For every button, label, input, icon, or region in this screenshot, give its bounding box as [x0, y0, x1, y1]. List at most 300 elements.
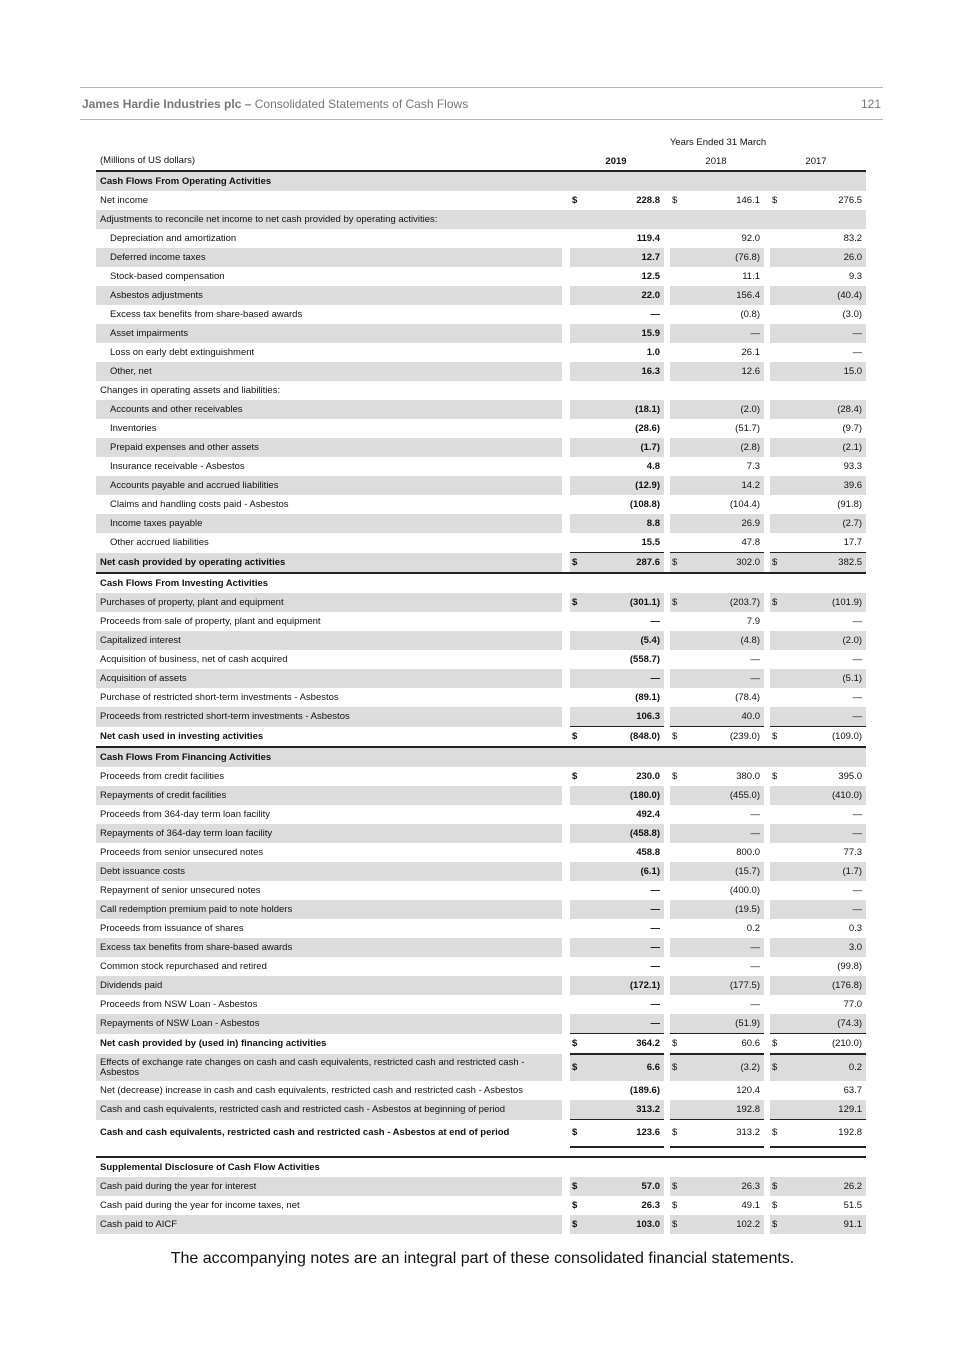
row-label: Purchases of property, plant and equipment — [96, 593, 562, 612]
currency-symbol — [670, 707, 684, 727]
section-header-row — [96, 747, 866, 767]
currency-symbol: $ — [670, 1034, 684, 1055]
value-2017: — — [852, 347, 863, 358]
value-2017: 382.5 — [784, 553, 866, 574]
value-2018: (4.8) — [684, 631, 764, 650]
value-2018: (0.8) — [740, 309, 760, 320]
value-2019: (189.6) — [629, 1085, 660, 1096]
value-2018: (2.8) — [684, 438, 764, 457]
value-2018: 7.3 — [746, 461, 760, 472]
currency-symbol — [770, 631, 784, 650]
value-2019: — — [650, 885, 660, 896]
value-2017: (9.7) — [842, 423, 863, 434]
row-label: Net cash provided by (used in) financing activities — [100, 1038, 327, 1050]
row-label: Effects of exchange rate changes on cash and cash equivalents, restricted cash and restricted cash - Asbestos — [96, 1054, 562, 1081]
value-2019: 230.0 — [636, 771, 660, 782]
year-header-2017: 2017 — [805, 156, 827, 167]
table-row — [96, 343, 866, 362]
value-2019: 123.6 — [584, 1120, 664, 1148]
document-title: Consolidated Statements of Cash Flows — [254, 97, 469, 111]
currency-symbol — [670, 612, 684, 631]
currency-symbol: $ — [770, 1177, 784, 1196]
currency-symbol — [670, 324, 684, 343]
currency-symbol — [570, 707, 584, 727]
value-2019: (301.1) — [584, 593, 664, 612]
currency-symbol: $ — [672, 1200, 678, 1211]
currency-symbol: $ — [670, 553, 684, 574]
row-label: Other, net — [96, 362, 562, 381]
table-row — [96, 957, 866, 976]
currency-symbol — [770, 286, 784, 305]
row-label: Stock-based compensation — [110, 271, 225, 282]
cash-flow-table — [96, 170, 866, 1234]
currency-symbol — [770, 900, 784, 919]
currency-symbol — [670, 881, 684, 900]
value-2018: — — [750, 961, 760, 972]
currency-symbol — [670, 1081, 684, 1100]
currency-symbol: $ — [770, 1054, 784, 1081]
row-label: Cash paid to AICF — [96, 1215, 562, 1234]
row-label: Adjustments to reconcile net income to net cash provided by operating activities: — [96, 210, 866, 229]
section-header-row — [96, 171, 866, 191]
currency-symbol — [770, 514, 784, 533]
currency-symbol: $ — [670, 1215, 684, 1234]
currency-symbol: $ — [570, 553, 584, 574]
section-header-row — [96, 1157, 866, 1177]
value-2019: 16.3 — [584, 362, 664, 381]
value-2017: (210.0) — [784, 1034, 866, 1055]
currency-symbol — [570, 900, 584, 919]
value-2019: (848.0) — [584, 727, 664, 748]
value-2018: (239.0) — [684, 727, 764, 748]
value-2019: (89.1) — [635, 692, 660, 703]
currency-symbol — [670, 438, 684, 457]
value-2017: 77.0 — [843, 999, 863, 1010]
value-2019: 15.9 — [584, 324, 664, 343]
value-2018: (78.4) — [735, 692, 760, 703]
currency-symbol — [570, 612, 584, 631]
currency-symbol — [770, 805, 784, 824]
page-header — [80, 87, 883, 120]
section-header-row — [96, 573, 866, 593]
value-2018: 102.2 — [684, 1215, 764, 1234]
value-2017: (99.8) — [837, 961, 863, 972]
currency-symbol — [770, 669, 784, 688]
value-2018: (76.8) — [684, 248, 764, 267]
currency-symbol — [770, 305, 784, 324]
value-2019: 8.8 — [584, 514, 664, 533]
currency-symbol — [770, 457, 784, 476]
row-label: Call redemption premium paid to note holders — [96, 900, 562, 919]
row-label: Proceeds from restricted short-term investments - Asbestos — [96, 707, 562, 727]
value-2018: (15.7) — [684, 862, 764, 881]
currency-symbol — [670, 900, 684, 919]
currency-symbol: $ — [772, 195, 778, 206]
currency-symbol — [770, 707, 784, 727]
table-row — [96, 1177, 866, 1196]
currency-symbol: $ — [570, 1054, 584, 1081]
row-label: Net (decrease) increase in cash and cash equivalents, restricted cash and restricted cash - Asbestos — [100, 1085, 523, 1096]
currency-symbol — [770, 1081, 784, 1100]
row-label: Other accrued liabilities — [110, 537, 209, 549]
currency-symbol — [570, 786, 584, 805]
table-row — [96, 1196, 866, 1215]
value-2019: (18.1) — [584, 400, 664, 419]
value-2017: (1.7) — [784, 862, 866, 881]
table-row — [96, 669, 866, 688]
currency-symbol: $ — [770, 593, 784, 612]
currency-symbol — [570, 881, 584, 900]
row-label: Cash paid during the year for income taxes, net — [100, 1200, 300, 1211]
value-2018: 192.8 — [684, 1100, 764, 1120]
row-label: Asset impairments — [96, 324, 562, 343]
value-2017: (74.3) — [784, 1014, 866, 1034]
currency-symbol — [570, 514, 584, 533]
currency-symbol — [770, 495, 784, 514]
row-label: Net cash provided by operating activities — [96, 553, 562, 574]
value-2018: 26.9 — [684, 514, 764, 533]
value-2017: 15.0 — [784, 362, 866, 381]
currency-symbol: $ — [572, 195, 578, 206]
currency-symbol — [670, 843, 684, 862]
currency-symbol: $ — [670, 727, 684, 748]
currency-symbol — [570, 631, 584, 650]
currency-symbol — [570, 957, 584, 976]
currency-symbol — [670, 957, 684, 976]
currency-symbol — [770, 248, 784, 267]
value-2017: 17.7 — [843, 537, 863, 548]
currency-symbol — [670, 267, 684, 286]
value-2019: (108.8) — [629, 499, 660, 510]
value-2019: — — [650, 923, 660, 934]
value-2018: — — [684, 324, 764, 343]
row-label: Inventories — [110, 423, 157, 434]
currency-symbol — [570, 843, 584, 862]
currency-symbol — [670, 786, 684, 805]
row-label: Repayments of 364-day term loan facility — [96, 824, 562, 843]
row-label: Debt issuance costs — [96, 862, 562, 881]
footer-note: The accompanying notes are an integral part of these consolidated financial statements. — [170, 1250, 795, 1267]
row-label: Repayment of senior unsecured notes — [100, 885, 261, 896]
value-2017: 26.0 — [784, 248, 866, 267]
currency-symbol: $ — [572, 771, 578, 782]
spacer-row — [96, 1147, 866, 1157]
table-row — [96, 362, 866, 381]
value-2017: — — [852, 809, 863, 820]
page-number: 121 — [860, 97, 881, 111]
value-2018: 120.4 — [736, 1085, 760, 1096]
currency-symbol — [570, 229, 584, 248]
currency-symbol: $ — [770, 553, 784, 574]
currency-symbol — [570, 286, 584, 305]
row-label: Income taxes payable — [96, 514, 562, 533]
year-header-2018: 2018 — [705, 156, 727, 167]
row-label: Repayments of credit facilities — [96, 786, 562, 805]
currency-symbol — [770, 786, 784, 805]
table-row — [96, 1054, 866, 1081]
value-2018: (2.0) — [684, 400, 764, 419]
value-2018: — — [750, 999, 760, 1010]
currency-symbol — [770, 881, 784, 900]
value-2017: (410.0) — [784, 786, 866, 805]
currency-symbol — [670, 1014, 684, 1034]
currency-symbol — [570, 343, 584, 362]
table-row — [96, 805, 866, 824]
table-row — [96, 631, 866, 650]
value-2019: 458.8 — [636, 847, 660, 858]
value-2018: 800.0 — [736, 847, 760, 858]
value-2017: — — [852, 616, 863, 627]
currency-symbol: $ — [770, 1215, 784, 1234]
value-2017: 0.2 — [784, 1054, 866, 1081]
total-row — [96, 727, 866, 748]
currency-symbol: $ — [570, 1034, 584, 1055]
currency-symbol — [770, 267, 784, 286]
value-2019: 492.4 — [636, 809, 660, 820]
value-2019: 106.3 — [584, 707, 664, 727]
currency-symbol — [770, 957, 784, 976]
row-label: Changes in operating assets and liabilities: — [100, 385, 281, 396]
currency-symbol: $ — [772, 1200, 778, 1211]
value-2017: 395.0 — [838, 771, 863, 782]
currency-symbol — [570, 476, 584, 495]
value-2018: (19.5) — [684, 900, 764, 919]
years-caption: Years Ended 31 March — [669, 137, 767, 148]
value-2018: 49.1 — [741, 1200, 760, 1211]
table-row — [96, 707, 866, 727]
row-label: Cash and cash equivalents, restricted cash and restricted cash - Asbestos at end of period — [100, 1127, 510, 1139]
table-row — [96, 248, 866, 267]
table-row — [96, 514, 866, 533]
value-2019: 12.5 — [641, 271, 660, 282]
currency-symbol — [770, 688, 784, 707]
row-label: Insurance receivable - Asbestos — [110, 461, 245, 472]
currency-symbol — [670, 248, 684, 267]
table-row — [96, 210, 866, 229]
currency-symbol — [770, 324, 784, 343]
currency-symbol — [570, 1100, 584, 1120]
currency-symbol — [770, 938, 784, 957]
currency-symbol — [770, 229, 784, 248]
currency-symbol — [570, 419, 584, 438]
table-row — [96, 786, 866, 805]
currency-symbol: $ — [672, 195, 678, 206]
value-2018: 12.6 — [684, 362, 764, 381]
value-2017: (91.8) — [837, 499, 863, 510]
table-row — [96, 843, 866, 862]
table-row — [96, 995, 866, 1014]
value-2017: — — [784, 900, 866, 919]
value-2019: 4.8 — [646, 461, 660, 472]
table-row — [96, 919, 866, 938]
value-2017: 83.2 — [843, 233, 863, 244]
value-2018: 0.2 — [746, 923, 760, 934]
currency-symbol — [570, 267, 584, 286]
value-2019: 228.8 — [636, 195, 660, 206]
currency-symbol — [670, 533, 684, 553]
row-label: Net cash used in investing activities — [100, 730, 264, 742]
row-label: Loss on early debt extinguishment — [110, 347, 255, 358]
row-label: Deferred income taxes — [96, 248, 562, 267]
row-label: Repayments of NSW Loan - Asbestos — [96, 1014, 562, 1034]
value-2019: 364.2 — [584, 1034, 664, 1055]
row-label: Cash paid during the year for interest — [96, 1177, 562, 1196]
value-2018: (203.7) — [684, 593, 764, 612]
value-2017: — — [784, 824, 866, 843]
row-label: Excess tax benefits from share-based awards — [110, 309, 303, 320]
value-2018: — — [750, 809, 760, 820]
value-2017: (3.0) — [842, 309, 863, 320]
value-2019: 313.2 — [584, 1100, 664, 1120]
table-row — [96, 938, 866, 957]
value-2019: — — [650, 616, 660, 627]
table-row — [96, 476, 866, 495]
value-2017: 9.3 — [848, 271, 863, 282]
row-label: Proceeds from sale of property, plant and equipment — [100, 616, 321, 627]
value-2017: 91.1 — [784, 1215, 866, 1234]
currency-symbol: $ — [570, 1215, 584, 1234]
table-row — [96, 1014, 866, 1034]
table-row — [96, 612, 866, 631]
value-2018: 26.1 — [741, 347, 760, 358]
currency-symbol — [670, 305, 684, 324]
row-label: Claims and handling costs paid - Asbestos — [110, 499, 289, 510]
currency-symbol — [570, 400, 584, 419]
row-label: Dividends paid — [96, 976, 562, 995]
value-2017: — — [852, 885, 863, 896]
row-label: Proceeds from NSW Loan - Asbestos — [100, 999, 258, 1010]
value-2017: (176.8) — [784, 976, 866, 995]
table-row — [96, 862, 866, 881]
total-row — [96, 1034, 866, 1055]
value-2018: 313.2 — [684, 1120, 764, 1148]
currency-symbol — [570, 650, 584, 669]
currency-symbol — [570, 324, 584, 343]
table-row — [96, 900, 866, 919]
value-2018: 156.4 — [684, 286, 764, 305]
value-2019: 103.0 — [584, 1215, 664, 1234]
value-2017: 26.2 — [784, 1177, 866, 1196]
currency-symbol — [670, 343, 684, 362]
currency-symbol — [670, 650, 684, 669]
value-2018: 14.2 — [684, 476, 764, 495]
currency-symbol — [570, 805, 584, 824]
currency-symbol — [670, 476, 684, 495]
row-label: Acquisition of assets — [96, 669, 562, 688]
currency-symbol — [570, 457, 584, 476]
currency-symbol: $ — [570, 593, 584, 612]
currency-symbol: $ — [772, 771, 778, 782]
value-2017: 129.1 — [784, 1100, 866, 1120]
table-row — [96, 286, 866, 305]
table-row — [96, 1215, 866, 1234]
value-2018: — — [750, 654, 760, 665]
value-2018: 47.8 — [741, 537, 760, 548]
currency-symbol: $ — [770, 1034, 784, 1055]
currency-symbol: $ — [670, 1120, 684, 1148]
value-2018: 40.0 — [684, 707, 764, 727]
currency-symbol — [670, 419, 684, 438]
currency-symbol: $ — [570, 1120, 584, 1148]
value-2017: 3.0 — [784, 938, 866, 957]
row-label: Supplemental Disclosure of Cash Flow Activities — [96, 1157, 866, 1177]
value-2017: (109.0) — [784, 727, 866, 748]
value-2019: (5.4) — [584, 631, 664, 650]
table-row — [96, 688, 866, 707]
value-2019: 287.6 — [584, 553, 664, 574]
table-row — [96, 650, 866, 669]
value-2018: 302.0 — [684, 553, 764, 574]
value-2018: (51.9) — [684, 1014, 764, 1034]
currency-symbol — [770, 438, 784, 457]
row-label: Proceeds from issuance of shares — [100, 923, 244, 934]
currency-symbol — [670, 1100, 684, 1120]
value-2017: (2.1) — [784, 438, 866, 457]
currency-symbol — [670, 400, 684, 419]
currency-symbol: $ — [672, 771, 678, 782]
table-row — [96, 438, 866, 457]
currency-symbol — [670, 919, 684, 938]
currency-symbol — [670, 362, 684, 381]
currency-symbol: $ — [670, 593, 684, 612]
value-2019: — — [584, 900, 664, 919]
table-row — [96, 419, 866, 438]
row-label: Acquisition of business, net of cash acquired — [100, 654, 288, 665]
value-2017: — — [852, 692, 863, 703]
value-2019: (172.1) — [584, 976, 664, 995]
value-2019: (28.6) — [635, 423, 660, 434]
currency-symbol — [570, 688, 584, 707]
row-label: Proceeds from senior unsecured notes — [100, 847, 264, 858]
table-row — [96, 593, 866, 612]
value-2018: 146.1 — [736, 195, 760, 206]
currency-symbol — [570, 362, 584, 381]
currency-symbol — [570, 976, 584, 995]
value-2018: — — [684, 669, 764, 688]
value-2018: (51.7) — [735, 423, 760, 434]
currency-symbol — [670, 824, 684, 843]
table-row — [96, 305, 866, 324]
total-row — [96, 553, 866, 574]
value-2019: (458.8) — [584, 824, 664, 843]
year-header-2019: 2019 — [605, 156, 627, 167]
row-label: Cash Flows From Investing Activities — [96, 573, 866, 593]
row-label: Cash Flows From Operating Activities — [96, 171, 866, 191]
currency-symbol — [670, 976, 684, 995]
table-row — [96, 1100, 866, 1120]
row-label: Common stock repurchased and retired — [100, 961, 267, 972]
currency-symbol — [770, 400, 784, 419]
value-2017: 0.3 — [848, 923, 863, 934]
value-2018: (177.5) — [684, 976, 764, 995]
value-2018: — — [684, 824, 764, 843]
table-row — [96, 1081, 866, 1100]
currency-symbol — [670, 495, 684, 514]
row-label: Proceeds from 364-day term loan facility — [100, 809, 271, 820]
currency-symbol — [770, 343, 784, 362]
value-2017: — — [784, 707, 866, 727]
currency-symbol — [670, 862, 684, 881]
value-2017: (2.7) — [784, 514, 866, 533]
currency-symbol — [770, 1014, 784, 1034]
value-2017: 276.5 — [838, 195, 863, 206]
table-row — [96, 324, 866, 343]
value-2019: (1.7) — [584, 438, 664, 457]
value-2018: (455.0) — [684, 786, 764, 805]
value-2017: (2.0) — [784, 631, 866, 650]
value-2017: 63.7 — [843, 1085, 863, 1096]
value-2019: — — [584, 1014, 664, 1034]
